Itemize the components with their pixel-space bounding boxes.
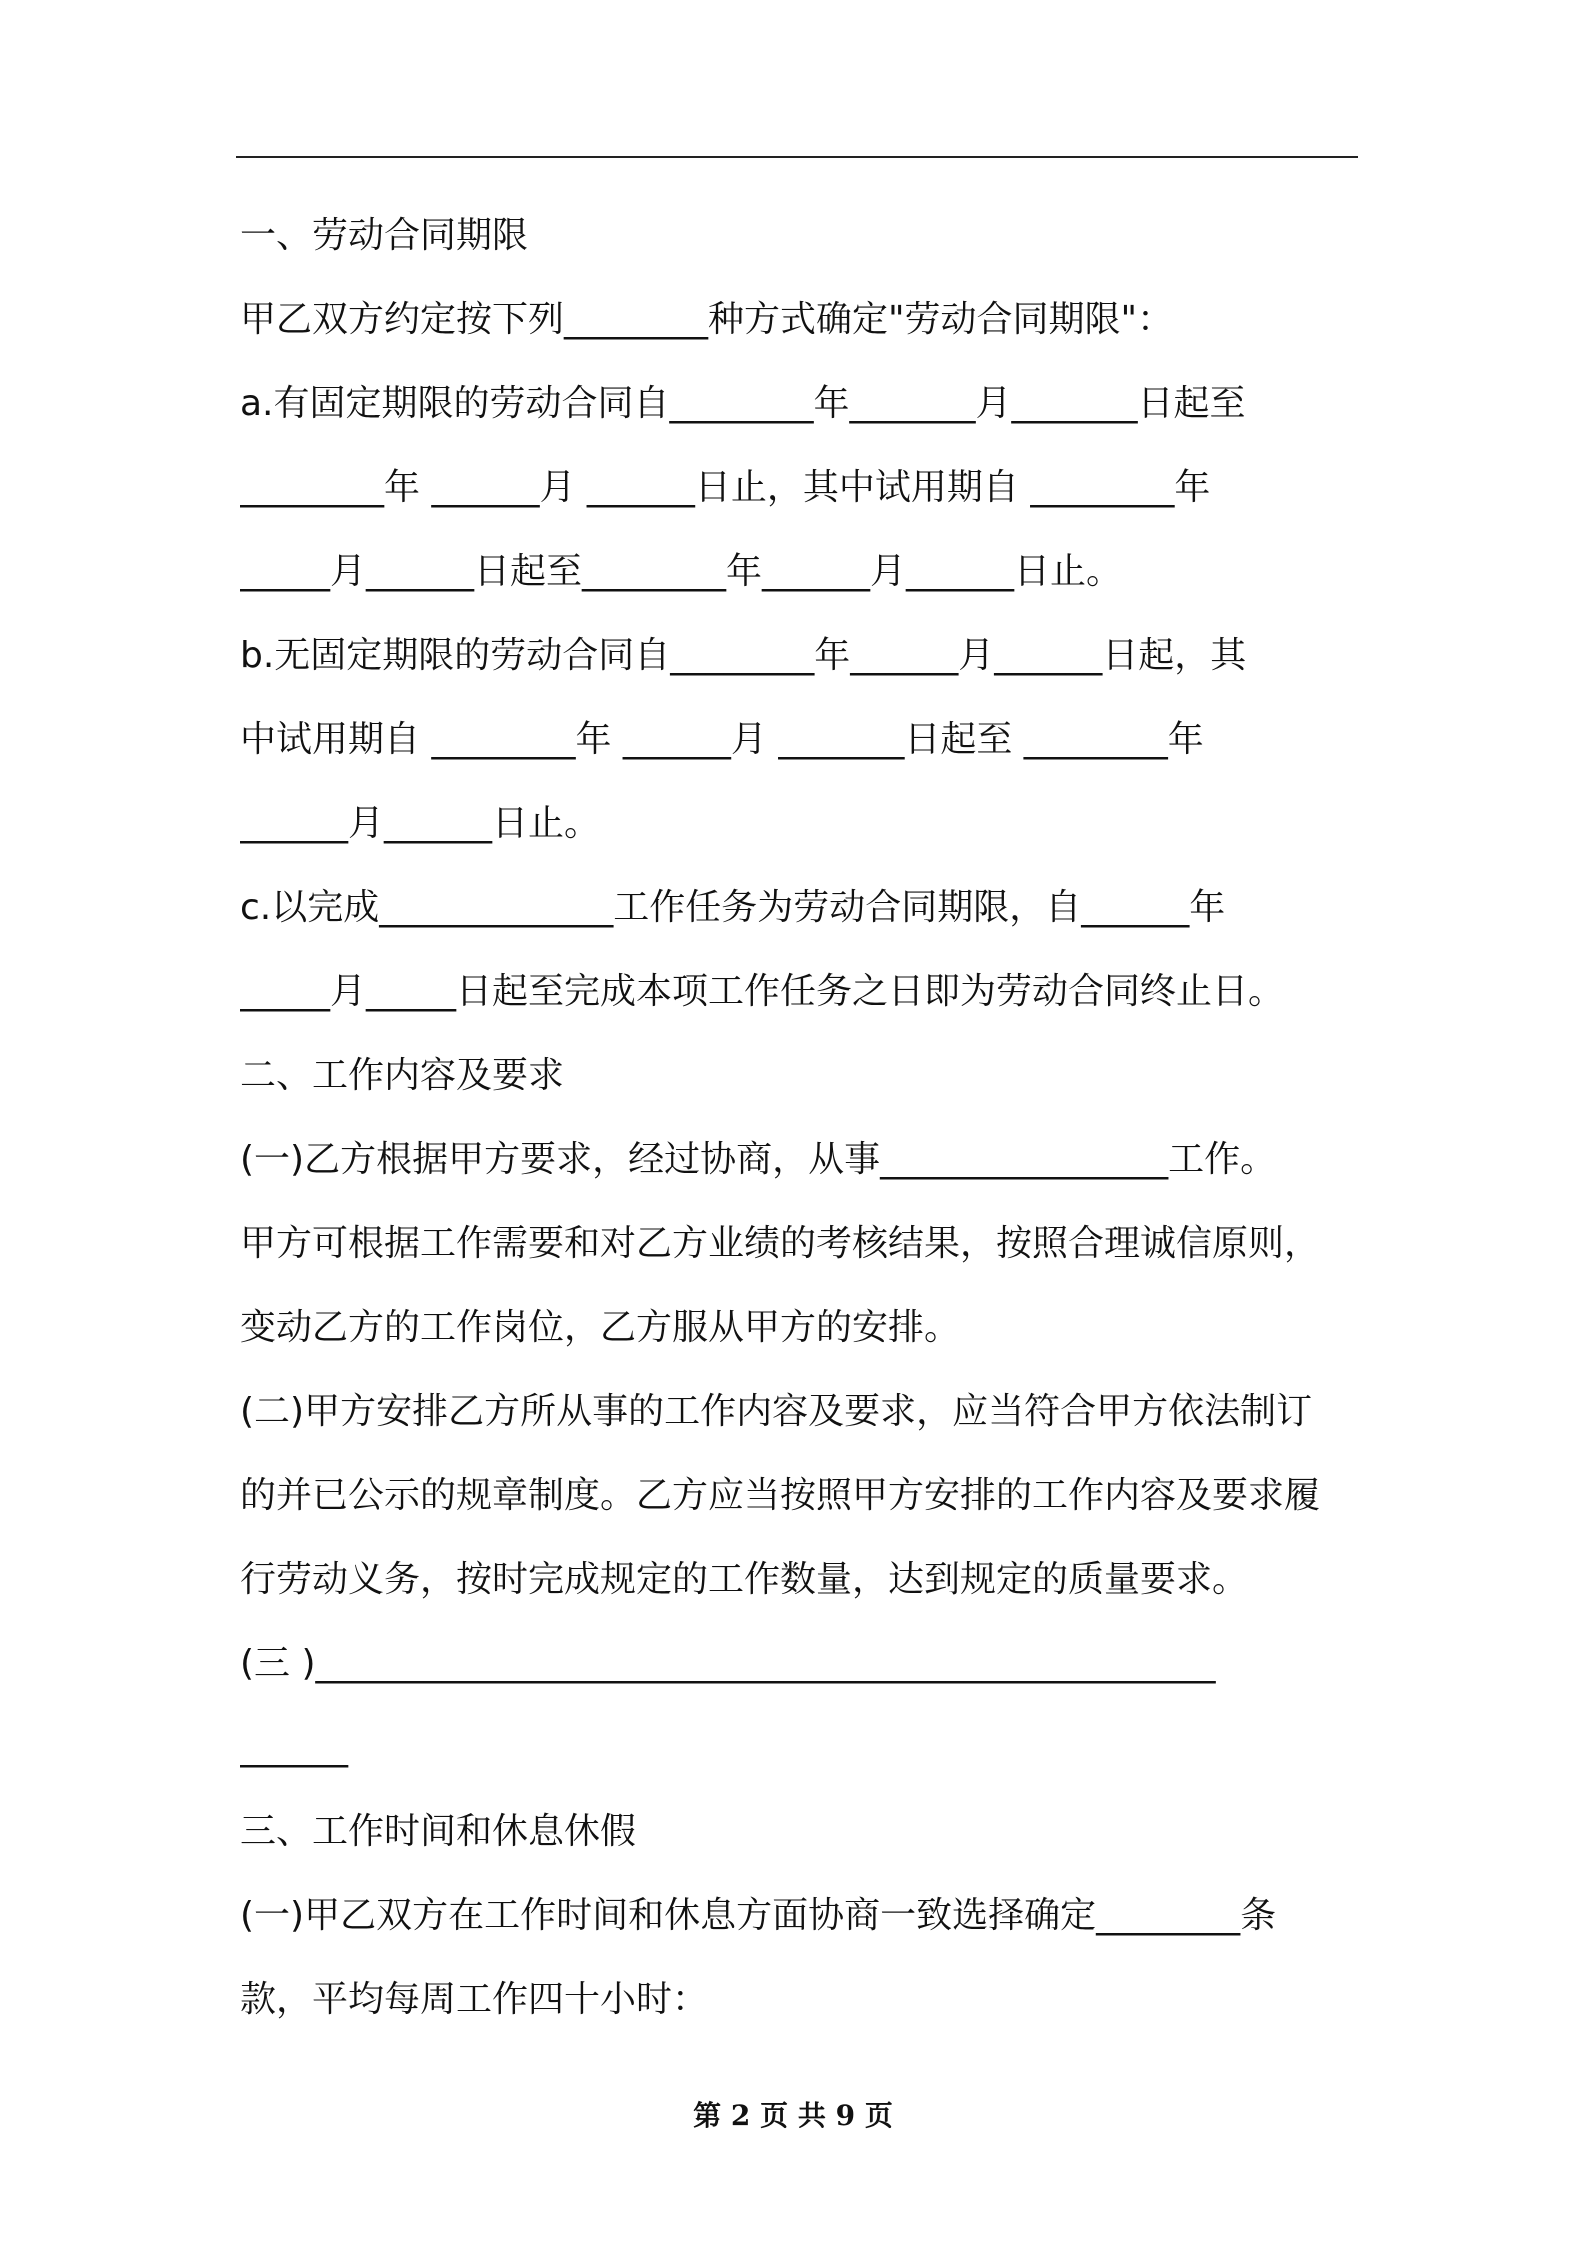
paragraph-line: ______月______日止。: [240, 803, 601, 844]
header-rule: [236, 156, 1358, 158]
paragraph-line: _____月______日起至________年______月______日止。: [240, 551, 1123, 592]
paragraph-line: _____月_____日起至完成本项工作任务之日即为劳动合同终止日。: [240, 971, 1285, 1012]
paragraph-line: ______: [240, 1727, 348, 1768]
paragraph-line: ________年 ______月 ______日止，其中试用期自 ________年: [240, 467, 1211, 508]
paragraph-line: 中试用期自 ________年 ______月 _______日起至 ________年: [240, 719, 1204, 760]
paragraph-line: 甲乙双方约定按下列________种方式确定"劳动合同期限"：: [240, 299, 1174, 340]
paragraph-line: (二)甲方安排乙方所从事的工作内容及要求，应当符合甲方依法制订: [240, 1391, 1313, 1432]
paragraph-line: (一)乙方根据甲方要求，经过协商，从事________________工作。: [240, 1139, 1277, 1180]
paragraph-line: b.无固定期限的劳动合同自________年______月______日起，其: [240, 635, 1247, 676]
page-number: 第 2 页 共 9 页: [693, 2099, 893, 2132]
section-heading-work-content: 二、工作内容及要求: [240, 1055, 565, 1096]
document-body: [240, 194, 1358, 2042]
paragraph-line: (三 )__________________________________________________: [240, 1643, 1216, 1684]
paragraph-line: c.以完成_____________工作任务为劳动合同期限，自______年: [240, 887, 1226, 928]
paragraph-line: 甲方可根据工作需要和对乙方业绩的考核结果，按照合理诚信原则，: [240, 1223, 1321, 1264]
paragraph-line: 变动乙方的工作岗位，乙方服从甲方的安排。: [240, 1307, 961, 1348]
paragraph-line: 行劳动义务，按时完成规定的工作数量，达到规定的质量要求。: [240, 1559, 1249, 1600]
section-heading-contract-term: 一、劳动合同期限: [240, 215, 529, 256]
paragraph-line: a.有固定期限的劳动合同自________年_______月_______日起至: [240, 383, 1246, 424]
paragraph-line: (一)甲乙双方在工作时间和休息方面协商一致选择确定________条: [240, 1895, 1277, 1936]
paragraph-line: 款，平均每周工作四十小时：: [240, 1979, 709, 2020]
section-heading-work-hours: 三、工作时间和休息休假: [240, 1811, 637, 1852]
paragraph-line: 的并已公示的规章制度。乙方应当按照甲方安排的工作内容及要求履: [240, 1475, 1321, 1516]
